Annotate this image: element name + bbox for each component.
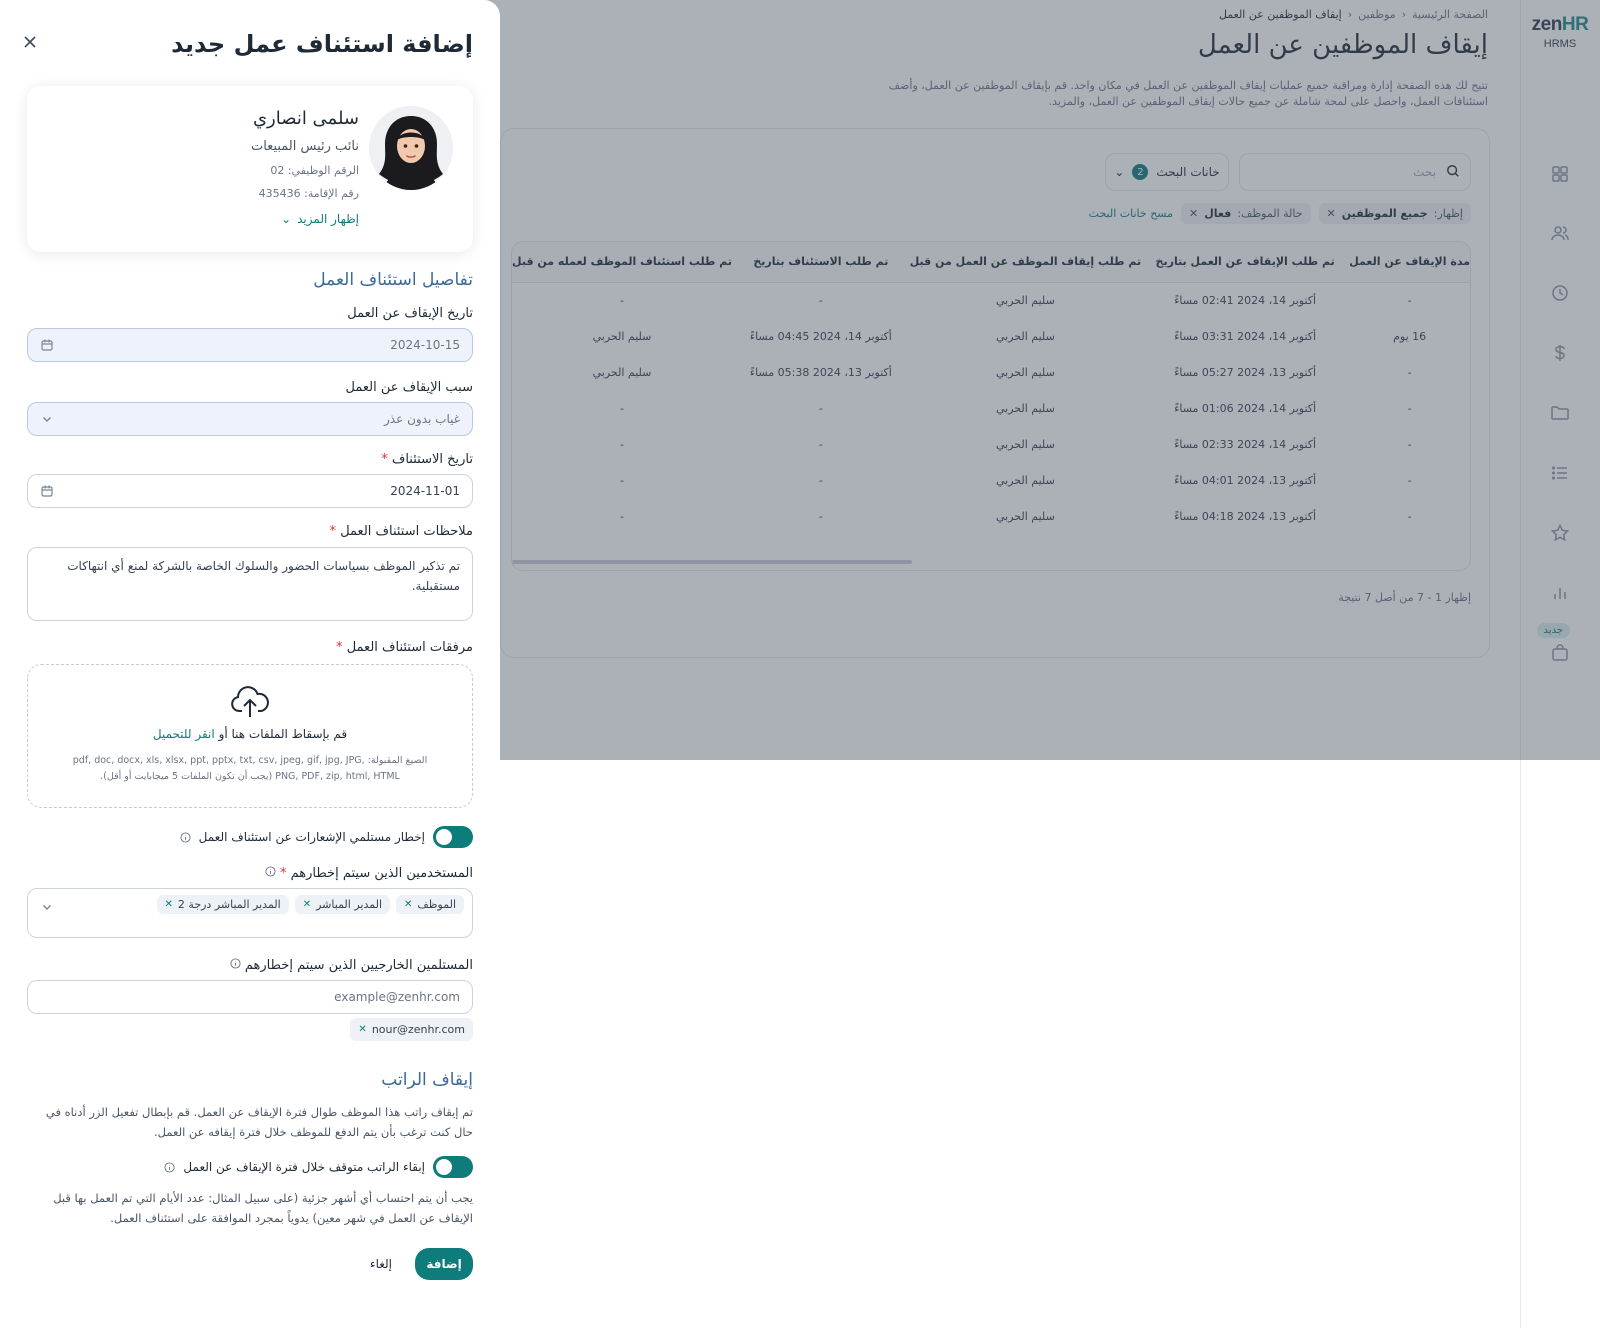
chevron-down-icon: ⌄ <box>281 212 292 226</box>
required-marker: * <box>329 524 337 539</box>
upload-cloud-icon <box>230 685 270 719</box>
table-cell: - <box>620 293 624 307</box>
accepted-formats: الصيغ المقبولة: pdf, doc, docx, xls, xlsx, ppt, pptx, txt, csv, jpeg, gif, jpg, JPG, PNG, PDF, zip, html, HTML (يجب أن تكون الملفات 5 ميجابايت أو أقل). <box>72 755 428 782</box>
notes-textarea[interactable]: تم تذكير الموظف بسياسات الحضور والسلوك الخاصة بالشركة لمنع أي انتهاكات مستقبلية. <box>27 547 473 621</box>
table-cell: - <box>818 509 823 523</box>
table-cell: أكتوبر 14، 2024 02:33 مساءً <box>1174 437 1317 451</box>
notify-users-select[interactable] <box>27 888 473 938</box>
suspension-date-label: تاريخ الإيقاف عن العمل <box>347 306 473 321</box>
table-cell: سليم الحربي <box>995 401 1055 415</box>
chevron-left-icon: ‹ <box>1347 8 1353 21</box>
salary-suspension-title: إيقاف الراتب <box>381 1070 473 1090</box>
employee-name: سلمى انصاري <box>252 108 359 129</box>
close-icon[interactable]: ✕ <box>404 899 413 910</box>
show-more-link[interactable] <box>251 212 359 226</box>
partial-months-note: يجب أن يتم احتساب أي أشهر جزئية (على سبيل المثال: عدد الأيام التي تم العمل بها قبل الإيقاف عن العمل في شهر معين) يدوياً بمجرد الموافقة على استئناف العمل. <box>53 1191 473 1225</box>
user-tag <box>396 895 464 914</box>
resume-date-label-text: تاريخ الاستئناف <box>391 452 473 467</box>
table-cell: - <box>620 437 624 451</box>
table-cell: أكتوبر 13، 2024 04:18 مساءً <box>1174 509 1317 523</box>
filter-chip-key: إظهار: <box>1433 207 1463 220</box>
table-cell: أكتوبر 14، 2024 03:31 مساءً <box>1174 329 1317 343</box>
notify-users-label-text: المستخدمين الذين سيتم إخطارهم <box>290 866 473 881</box>
filters-label: خانات البحث <box>1156 165 1220 179</box>
chevron-down-icon: ⌄ <box>1114 165 1125 179</box>
close-icon[interactable]: ✕ <box>358 1024 367 1035</box>
logo-text: zen <box>1531 14 1562 35</box>
email-tag-label: nour@zenhr.com <box>371 1023 465 1036</box>
resumption-details-title: تفاصيل استئناف العمل <box>313 270 473 290</box>
table-cell: سليم الحربي <box>995 293 1055 307</box>
table-cell: - <box>620 509 624 523</box>
close-icon[interactable]: ✕ <box>1189 207 1199 220</box>
chevron-down-icon <box>40 412 54 426</box>
table-cell: - <box>818 473 823 487</box>
external-recipients-label <box>230 958 473 973</box>
file-dropzone[interactable] <box>27 664 473 808</box>
table-cell: أكتوبر 14، 2024 01:06 مساءً <box>1174 401 1317 415</box>
reason-value: غياب بدون عذر <box>384 412 460 426</box>
external-email-input[interactable] <box>27 980 473 1014</box>
table-cell: أكتوبر 14، 2024 04:45 مساءً <box>749 329 892 343</box>
tag-label: المدير المباشر درجة 2 <box>177 898 281 911</box>
table-cell: - <box>818 401 823 415</box>
upload-link[interactable]: انقر للتحميل <box>152 727 215 741</box>
column-header[interactable]: تم طلب استئناف الموظف لعمله من قبل <box>512 242 732 282</box>
required-marker: * <box>381 452 388 467</box>
breadcrumb-current: إيقاف الموظفين عن العمل <box>1218 8 1342 21</box>
table-cell: - <box>1407 509 1412 523</box>
reason-select <box>27 402 473 436</box>
chevron-left-icon: ‹ <box>1401 8 1407 21</box>
employee-residency: رقم الإقامة: 435436 <box>258 187 359 200</box>
close-icon[interactable]: ✕ <box>1326 207 1336 220</box>
user-tag <box>295 895 390 914</box>
page-title: إيقاف الموظفين عن العمل <box>1197 30 1488 60</box>
reason-label: سبب الإيقاف عن العمل <box>345 380 473 395</box>
filter-chip-value: جميع الموظفين <box>1341 207 1428 220</box>
required-marker: * <box>336 640 343 655</box>
table-cell: سليم الحربي <box>995 509 1055 523</box>
tag-label: الموظف <box>417 898 456 911</box>
table-cell: - <box>620 401 624 415</box>
notify-toggle[interactable] <box>433 826 473 848</box>
employee-id: الرقم الوظيفي: 02 <box>270 164 359 177</box>
external-email-placeholder: example@zenhr.com <box>334 990 460 1004</box>
filter-chip-value: فعال <box>1204 207 1232 220</box>
logo-subtitle: HRMS <box>1543 38 1577 50</box>
avatar <box>369 106 453 190</box>
close-icon[interactable]: ✕ <box>302 899 312 910</box>
user-tag <box>157 895 289 914</box>
salary-toggle-row <box>164 1156 473 1178</box>
column-header[interactable]: تم طلب الإيقاف عن العمل بتاريخ <box>1141 242 1349 282</box>
info-icon[interactable] <box>180 832 191 843</box>
table-cell: - <box>1407 365 1412 379</box>
keep-salary-suspended-toggle[interactable] <box>433 1156 473 1178</box>
tag-label: المدير المباشر <box>316 898 383 911</box>
info-icon[interactable] <box>265 866 276 877</box>
filter-chip-key: حالة الموظف: <box>1237 207 1303 220</box>
attachments-label-text: مرفقات استئناف العمل <box>346 640 473 655</box>
add-button[interactable]: إضافة <box>415 1248 473 1280</box>
search-placeholder: بحث <box>1413 165 1436 179</box>
external-label-text: المستلمين الخارجيين الذين سيتم إخطارهم <box>244 958 473 973</box>
table-cell: أكتوبر 13، 2024 04:01 مساءً <box>1174 473 1317 487</box>
salary-description: تم إيقاف راتب هذا الموظف طوال فترة الإيقاف عن العمل. قم بإبطال تفعيل الزر أدناه في حال كنت ترغب بأن يتم الدفع للموظف خلال فترة إيقافه عن العمل. <box>45 1105 473 1139</box>
breadcrumb-home[interactable]: الصفحة الرئيسية <box>1412 8 1488 21</box>
filters-count-badge: 2 <box>1132 164 1148 180</box>
chevron-down-icon[interactable] <box>40 899 54 913</box>
notify-toggle-label: إخطار مستلمي الإشعارات عن استئناف العمل <box>198 830 425 844</box>
table-cell: - <box>818 437 823 451</box>
info-icon[interactable] <box>230 958 241 969</box>
calendar-icon[interactable] <box>40 484 54 498</box>
table-cell: - <box>1407 293 1412 307</box>
resume-date-label <box>381 452 473 467</box>
drawer-title: إضافة استئناف عمل جديد <box>171 30 473 58</box>
attachments-label <box>336 640 473 655</box>
page-description: تتيح لك هذه الصفحة إدارة ومراقبة جميع عمليات إيقاف الموظفين عن العمل في مكان واحد. قم بإيقاف الموظفين عن العمل، وأضف استئنافات العمل، واحصل على لمحة شاملة عن جميع حالات إيقاف الموظفين عن العمل، والمزيد. <box>888 79 1488 108</box>
column-header[interactable]: تم طلب الاستئناف بتاريخ <box>732 242 910 282</box>
table-cell: سليم الحربي <box>995 365 1055 379</box>
table-cell: سليم الحربي <box>592 365 652 379</box>
cancel-button[interactable]: إلغاء <box>369 1257 392 1271</box>
info-icon[interactable] <box>164 1162 175 1173</box>
notes-label-text: ملاحظات استئناف العمل <box>340 524 473 539</box>
breadcrumb-employees[interactable]: موظفين <box>1358 8 1396 21</box>
table-cell: 16 يوم <box>1393 329 1427 343</box>
resume-date-field[interactable] <box>27 474 473 508</box>
table-cell: - <box>1407 437 1412 451</box>
notify-users-label <box>265 866 473 881</box>
employee-role: نائب رئيس المبيعات <box>250 139 359 154</box>
drop-text: قم بإسقاط الملفات هنا أو <box>218 727 348 741</box>
resume-date-value: 2024-11-01 <box>390 484 460 498</box>
required-marker: * <box>279 866 287 881</box>
employee-card <box>27 86 473 252</box>
show-more-label: إظهار المزيد <box>297 212 359 226</box>
close-icon[interactable] <box>22 34 38 50</box>
table-cell: سليم الحربي <box>995 329 1055 343</box>
email-tag <box>350 1018 473 1041</box>
column-header[interactable]: تم طلب إيقاف الموظف عن العمل من قبل <box>910 242 1141 282</box>
logo-accent: HR <box>1561 14 1589 35</box>
new-badge: جديد <box>1537 623 1570 638</box>
table-cell: - <box>1407 401 1412 415</box>
table-cell: سليم الحربي <box>995 437 1055 451</box>
suspension-date-value: 2024-10-15 <box>390 338 460 352</box>
notify-toggle-row <box>180 826 473 848</box>
table-cell: أكتوبر 14، 2024 02:41 مساءً <box>1174 293 1317 307</box>
table-cell: سليم الحربي <box>995 473 1055 487</box>
clear-filters-link[interactable]: مسح خانات البحث <box>1088 207 1174 220</box>
table-cell: أكتوبر 13، 2024 05:27 مساءً <box>1174 365 1317 379</box>
table-cell: سليم الحربي <box>592 329 652 343</box>
notes-label <box>330 524 473 539</box>
calendar-icon <box>40 338 54 352</box>
add-resumption-drawer <box>0 0 500 1328</box>
table-cell: - <box>1407 473 1412 487</box>
table-cell: - <box>620 473 624 487</box>
table-cell: - <box>818 293 823 307</box>
column-header[interactable]: مدة الإيقاف عن العمل <box>1349 242 1470 282</box>
close-icon[interactable]: ✕ <box>164 899 173 910</box>
suspension-date-field <box>27 328 473 362</box>
employee-info <box>251 108 359 226</box>
table-cell: أكتوبر 13، 2024 05:38 مساءً <box>749 365 892 379</box>
pagination-info: إظهار 1 - 7 من أصل 7 نتيجة <box>1338 591 1471 604</box>
drop-instructions <box>28 727 472 741</box>
salary-toggle-label: إبقاء الراتب متوقف خلال فترة الإيقاف عن العمل <box>183 1160 425 1174</box>
